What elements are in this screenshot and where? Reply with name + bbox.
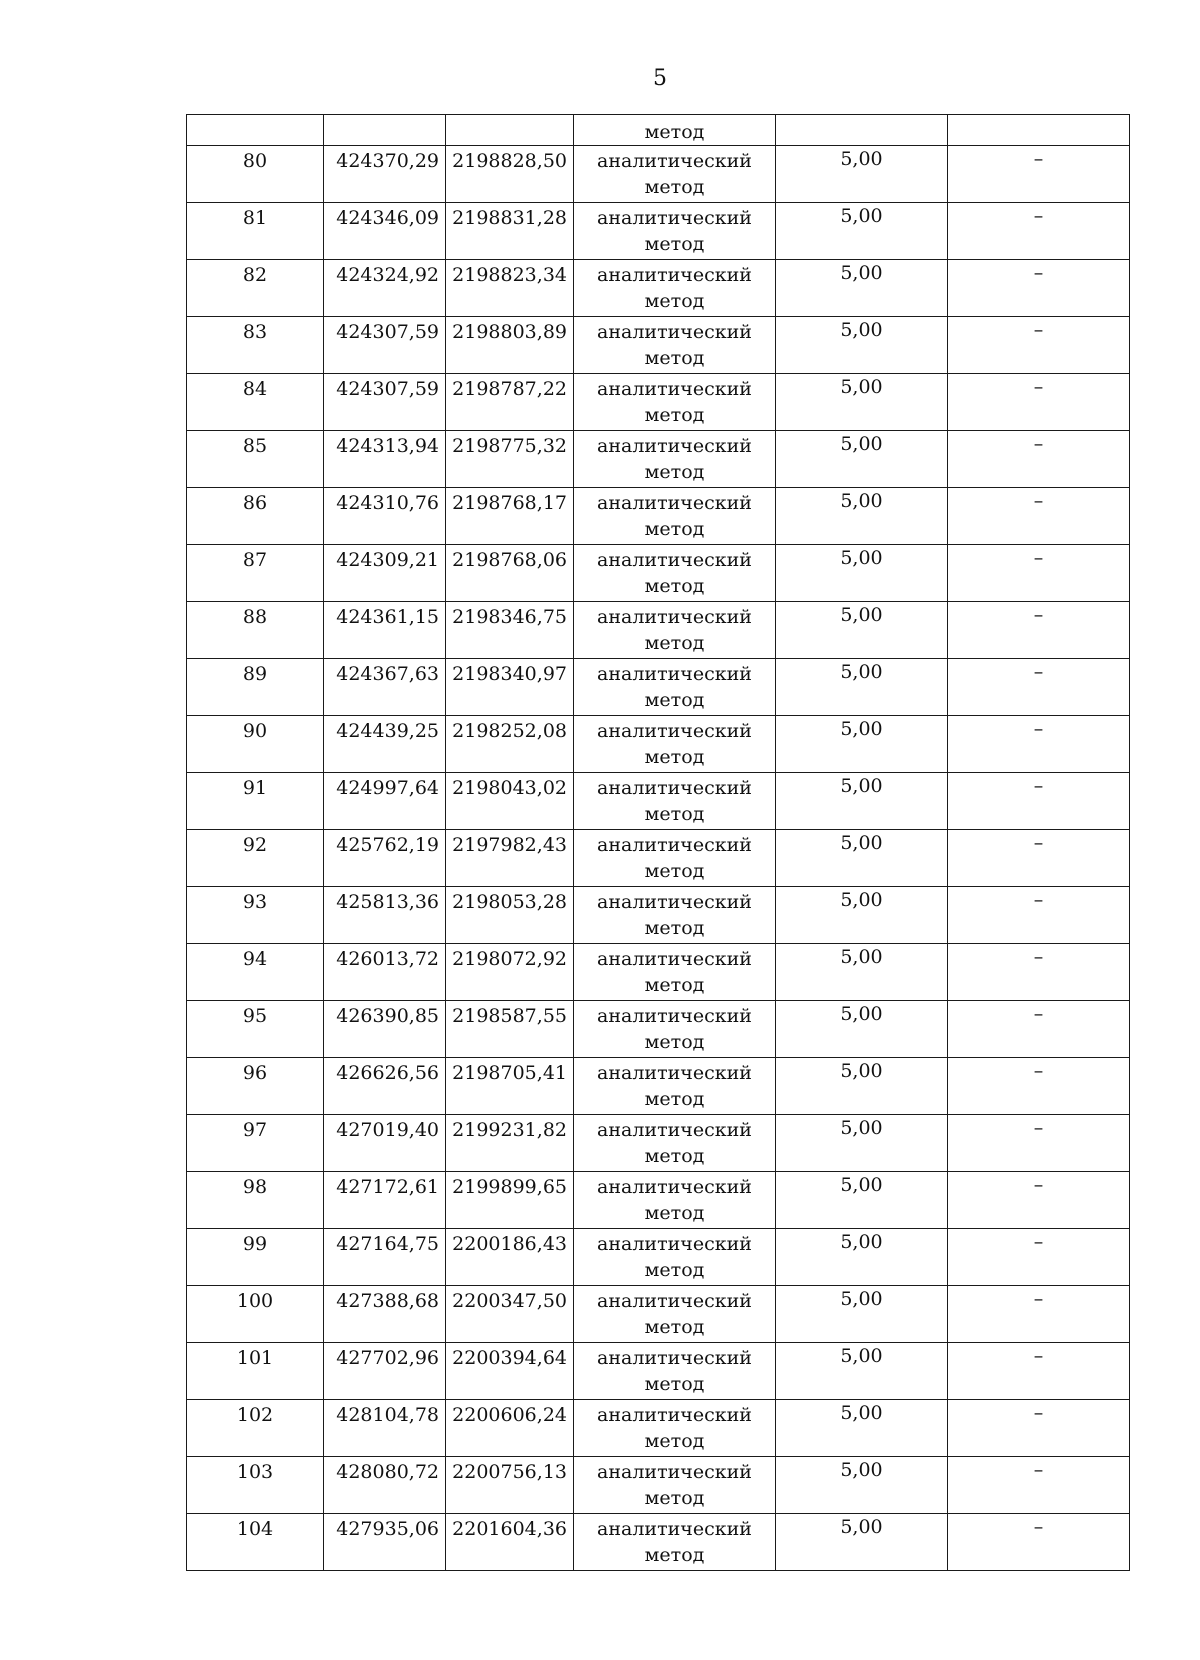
cell-x: 428080,72 xyxy=(324,1457,446,1514)
method-line-1: аналитический xyxy=(597,891,752,913)
cell-x: 425762,19 xyxy=(324,830,446,887)
cell-method xyxy=(574,545,776,602)
cell-note: – xyxy=(948,545,1130,602)
cell-accuracy: 5,00 xyxy=(776,1058,948,1115)
cell-x: 424313,94 xyxy=(324,431,446,488)
method-line-2: метод xyxy=(644,746,705,768)
table-row xyxy=(187,659,1130,716)
table-row xyxy=(187,1400,1130,1457)
method-line-1: аналитический xyxy=(597,1518,752,1540)
cell-accuracy xyxy=(776,115,948,146)
cell-note: – xyxy=(948,431,1130,488)
cell-note: – xyxy=(948,1058,1130,1115)
cell-point-number: 104 xyxy=(187,1514,324,1571)
table-row xyxy=(187,773,1130,830)
cell-y: 2198053,28 xyxy=(446,887,574,944)
cell-note: – xyxy=(948,830,1130,887)
page-number: 5 xyxy=(653,66,667,91)
method-line-1: аналитический xyxy=(597,378,752,400)
table-row xyxy=(187,944,1130,1001)
table-row xyxy=(187,1058,1130,1115)
cell-point-number: 94 xyxy=(187,944,324,1001)
method-line-2: метод xyxy=(644,974,705,996)
cell-x: 426390,85 xyxy=(324,1001,446,1058)
cell-method xyxy=(574,203,776,260)
method-line-2: метод xyxy=(644,1088,705,1110)
cell-point-number xyxy=(187,115,324,146)
cell-point-number: 86 xyxy=(187,488,324,545)
cell-accuracy: 5,00 xyxy=(776,1286,948,1343)
cell-accuracy: 5,00 xyxy=(776,1343,948,1400)
table-row xyxy=(187,1514,1130,1571)
cell-point-number: 89 xyxy=(187,659,324,716)
cell-method xyxy=(574,602,776,659)
table-row xyxy=(187,1172,1130,1229)
method-line-2: метод xyxy=(644,404,705,426)
method-line-2: метод xyxy=(644,290,705,312)
cell-method xyxy=(574,1457,776,1514)
cell-note: – xyxy=(948,1229,1130,1286)
method-line-2: метод xyxy=(644,632,705,654)
method-line-1: аналитический xyxy=(597,1233,752,1255)
cell-y: 2198768,06 xyxy=(446,545,574,602)
cell-point-number: 80 xyxy=(187,146,324,203)
cell-method xyxy=(574,887,776,944)
cell-note: – xyxy=(948,374,1130,431)
cell-y: 2201604,36 xyxy=(446,1514,574,1571)
cell-x: 424310,76 xyxy=(324,488,446,545)
cell-x: 428104,78 xyxy=(324,1400,446,1457)
cell-x xyxy=(324,115,446,146)
method-line-1: аналитический xyxy=(597,321,752,343)
cell-method xyxy=(574,431,776,488)
cell-y: 2198803,89 xyxy=(446,317,574,374)
method-line-1: аналитический xyxy=(597,150,752,172)
cell-y: 2200606,24 xyxy=(446,1400,574,1457)
cell-y: 2199231,82 xyxy=(446,1115,574,1172)
coordinates-table xyxy=(186,114,1130,1571)
method-text: метод xyxy=(644,121,705,143)
cell-accuracy: 5,00 xyxy=(776,545,948,602)
cell-method xyxy=(574,317,776,374)
method-line-2: метод xyxy=(644,803,705,825)
cell-point-number: 87 xyxy=(187,545,324,602)
cell-note: – xyxy=(948,1001,1130,1058)
method-line-2: метод xyxy=(644,689,705,711)
method-line-2: метод xyxy=(644,1259,705,1281)
cell-method xyxy=(574,1172,776,1229)
table-row xyxy=(187,1115,1130,1172)
cell-method xyxy=(574,944,776,1001)
cell-note: – xyxy=(948,317,1130,374)
method-line-2: метод xyxy=(644,233,705,255)
cell-method xyxy=(574,146,776,203)
cell-point-number: 85 xyxy=(187,431,324,488)
cell-accuracy: 5,00 xyxy=(776,1457,948,1514)
method-line-1: аналитический xyxy=(597,663,752,685)
cell-accuracy: 5,00 xyxy=(776,317,948,374)
cell-y: 2198787,22 xyxy=(446,374,574,431)
method-line-2: метод xyxy=(644,1145,705,1167)
table-row xyxy=(187,203,1130,260)
cell-x: 424367,63 xyxy=(324,659,446,716)
cell-point-number: 99 xyxy=(187,1229,324,1286)
cell-point-number: 92 xyxy=(187,830,324,887)
method-line-2: метод xyxy=(644,860,705,882)
method-line-1: аналитический xyxy=(597,948,752,970)
cell-note: – xyxy=(948,602,1130,659)
cell-point-number: 81 xyxy=(187,203,324,260)
cell-point-number: 102 xyxy=(187,1400,324,1457)
method-line-1: аналитический xyxy=(597,492,752,514)
cell-note: – xyxy=(948,1172,1130,1229)
cell-method xyxy=(574,716,776,773)
cell-note: – xyxy=(948,260,1130,317)
cell-note: – xyxy=(948,887,1130,944)
cell-method xyxy=(574,1115,776,1172)
method-line-1: аналитический xyxy=(597,1005,752,1027)
cell-note: – xyxy=(948,1115,1130,1172)
table-body xyxy=(187,115,1130,1571)
cell-note xyxy=(948,115,1130,146)
cell-accuracy: 5,00 xyxy=(776,659,948,716)
cell-note: – xyxy=(948,146,1130,203)
method-line-2: метод xyxy=(644,461,705,483)
method-line-1: аналитический xyxy=(597,435,752,457)
table-row xyxy=(187,1343,1130,1400)
table-row xyxy=(187,431,1130,488)
method-line-2: метод xyxy=(644,347,705,369)
cell-x: 427019,40 xyxy=(324,1115,446,1172)
cell-x: 427702,96 xyxy=(324,1343,446,1400)
method-line-2: метод xyxy=(644,518,705,540)
cell-method xyxy=(574,773,776,830)
method-line-1: аналитический xyxy=(597,207,752,229)
cell-x: 426013,72 xyxy=(324,944,446,1001)
cell-x: 424439,25 xyxy=(324,716,446,773)
cell-point-number: 91 xyxy=(187,773,324,830)
table-row xyxy=(187,887,1130,944)
cell-point-number: 101 xyxy=(187,1343,324,1400)
cell-point-number: 84 xyxy=(187,374,324,431)
cell-accuracy: 5,00 xyxy=(776,944,948,1001)
method-line-2: метод xyxy=(644,1430,705,1452)
cell-method xyxy=(574,1343,776,1400)
cell-method xyxy=(574,1229,776,1286)
cell-method xyxy=(574,260,776,317)
table-row xyxy=(187,488,1130,545)
cell-note: – xyxy=(948,1286,1130,1343)
cell-accuracy: 5,00 xyxy=(776,602,948,659)
table-row xyxy=(187,374,1130,431)
cell-accuracy: 5,00 xyxy=(776,488,948,545)
cell-y xyxy=(446,115,574,146)
cell-y: 2198252,08 xyxy=(446,716,574,773)
cell-y: 2198340,97 xyxy=(446,659,574,716)
method-line-1: аналитический xyxy=(597,720,752,742)
cell-point-number: 100 xyxy=(187,1286,324,1343)
cell-method xyxy=(574,1400,776,1457)
cell-method xyxy=(574,1286,776,1343)
method-line-1: аналитический xyxy=(597,264,752,286)
cell-note: – xyxy=(948,944,1130,1001)
method-line-1: аналитический xyxy=(597,549,752,571)
cell-x: 427935,06 xyxy=(324,1514,446,1571)
table-row xyxy=(187,830,1130,887)
cell-y: 2198775,32 xyxy=(446,431,574,488)
cell-y: 2198823,34 xyxy=(446,260,574,317)
cell-point-number: 97 xyxy=(187,1115,324,1172)
cell-x: 424309,21 xyxy=(324,545,446,602)
cell-point-number: 90 xyxy=(187,716,324,773)
table-row xyxy=(187,1286,1130,1343)
cell-accuracy: 5,00 xyxy=(776,1115,948,1172)
method-line-2: метод xyxy=(644,176,705,198)
table-row xyxy=(187,602,1130,659)
cell-x: 426626,56 xyxy=(324,1058,446,1115)
cell-method xyxy=(574,1514,776,1571)
cell-method xyxy=(574,374,776,431)
method-line-1: аналитический xyxy=(597,1176,752,1198)
cell-accuracy: 5,00 xyxy=(776,260,948,317)
method-line-1: аналитический xyxy=(597,1119,752,1141)
method-line-1: аналитический xyxy=(597,1062,752,1084)
cell-method xyxy=(574,1058,776,1115)
cell-note: – xyxy=(948,1457,1130,1514)
cell-accuracy: 5,00 xyxy=(776,1001,948,1058)
cell-y: 2198072,92 xyxy=(446,944,574,1001)
method-line-2: метод xyxy=(644,1316,705,1338)
cell-method xyxy=(574,488,776,545)
method-line-2: метод xyxy=(644,1544,705,1566)
method-line-2: метод xyxy=(644,1031,705,1053)
cell-x: 424370,29 xyxy=(324,146,446,203)
cell-x: 425813,36 xyxy=(324,887,446,944)
cell-y: 2197982,43 xyxy=(446,830,574,887)
continuation-row xyxy=(187,115,1130,146)
table-row xyxy=(187,1457,1130,1514)
cell-y: 2200394,64 xyxy=(446,1343,574,1400)
cell-x: 424324,92 xyxy=(324,260,446,317)
method-line-2: метод xyxy=(644,1373,705,1395)
cell-x: 427164,75 xyxy=(324,1229,446,1286)
cell-method xyxy=(574,659,776,716)
method-line-1: аналитический xyxy=(597,1404,752,1426)
cell-point-number: 82 xyxy=(187,260,324,317)
cell-accuracy: 5,00 xyxy=(776,773,948,830)
cell-accuracy: 5,00 xyxy=(776,1400,948,1457)
cell-y: 2200347,50 xyxy=(446,1286,574,1343)
cell-accuracy: 5,00 xyxy=(776,1514,948,1571)
cell-point-number: 95 xyxy=(187,1001,324,1058)
cell-y: 2198831,28 xyxy=(446,203,574,260)
cell-accuracy: 5,00 xyxy=(776,830,948,887)
cell-note: – xyxy=(948,488,1130,545)
table-row xyxy=(187,1001,1130,1058)
method-line-1: аналитический xyxy=(597,777,752,799)
cell-x: 427172,61 xyxy=(324,1172,446,1229)
cell-note: – xyxy=(948,1343,1130,1400)
cell-accuracy: 5,00 xyxy=(776,146,948,203)
method-line-2: метод xyxy=(644,1487,705,1509)
cell-y: 2198828,50 xyxy=(446,146,574,203)
cell-point-number: 88 xyxy=(187,602,324,659)
cell-y: 2198346,75 xyxy=(446,602,574,659)
cell-point-number: 96 xyxy=(187,1058,324,1115)
cell-y: 2198705,41 xyxy=(446,1058,574,1115)
method-line-2: метод xyxy=(644,917,705,939)
cell-note: – xyxy=(948,1514,1130,1571)
cell-y: 2198587,55 xyxy=(446,1001,574,1058)
cell-point-number: 98 xyxy=(187,1172,324,1229)
method-line-1: аналитический xyxy=(597,834,752,856)
method-line-2: метод xyxy=(644,575,705,597)
cell-y: 2199899,65 xyxy=(446,1172,574,1229)
method-line-1: аналитический xyxy=(597,1461,752,1483)
cell-x: 424346,09 xyxy=(324,203,446,260)
cell-method xyxy=(574,115,776,146)
cell-method xyxy=(574,1001,776,1058)
cell-x: 424307,59 xyxy=(324,374,446,431)
method-line-2: метод xyxy=(644,1202,705,1224)
cell-method xyxy=(574,830,776,887)
cell-accuracy: 5,00 xyxy=(776,203,948,260)
cell-accuracy: 5,00 xyxy=(776,1172,948,1229)
cell-y: 2198043,02 xyxy=(446,773,574,830)
cell-note: – xyxy=(948,659,1130,716)
cell-note: – xyxy=(948,716,1130,773)
cell-point-number: 103 xyxy=(187,1457,324,1514)
cell-x: 427388,68 xyxy=(324,1286,446,1343)
cell-y: 2200186,43 xyxy=(446,1229,574,1286)
cell-x: 424307,59 xyxy=(324,317,446,374)
cell-y: 2200756,13 xyxy=(446,1457,574,1514)
table-row xyxy=(187,545,1130,602)
cell-accuracy: 5,00 xyxy=(776,1229,948,1286)
cell-note: – xyxy=(948,203,1130,260)
method-line-1: аналитический xyxy=(597,1347,752,1369)
cell-x: 424361,15 xyxy=(324,602,446,659)
cell-accuracy: 5,00 xyxy=(776,431,948,488)
table-row xyxy=(187,716,1130,773)
table-row xyxy=(187,317,1130,374)
method-line-1: аналитический xyxy=(597,606,752,628)
cell-y: 2198768,17 xyxy=(446,488,574,545)
cell-accuracy: 5,00 xyxy=(776,887,948,944)
table-row xyxy=(187,1229,1130,1286)
cell-accuracy: 5,00 xyxy=(776,374,948,431)
method-line-1: аналитический xyxy=(597,1290,752,1312)
cell-point-number: 93 xyxy=(187,887,324,944)
cell-accuracy: 5,00 xyxy=(776,716,948,773)
cell-x: 424997,64 xyxy=(324,773,446,830)
table-row xyxy=(187,260,1130,317)
cell-note: – xyxy=(948,1400,1130,1457)
table-row xyxy=(187,146,1130,203)
cell-note: – xyxy=(948,773,1130,830)
cell-point-number: 83 xyxy=(187,317,324,374)
